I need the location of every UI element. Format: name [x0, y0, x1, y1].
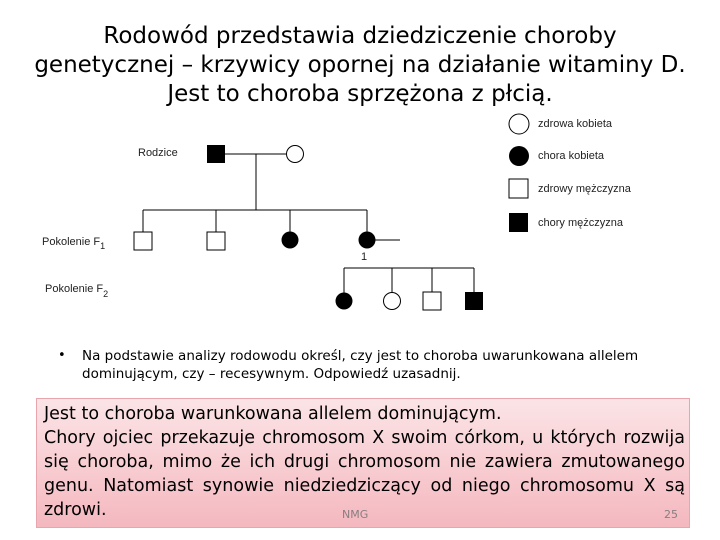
f2-affected-daughter [336, 293, 353, 310]
legend-healthy-male-label: zdrowy mężczyzna [538, 183, 631, 195]
individual-number: 1 [361, 251, 368, 263]
legend-affected-male-symbol [509, 213, 528, 232]
f2-affected-son [465, 292, 483, 310]
f1-healthy-son-2 [207, 232, 225, 250]
father-affected-male [207, 145, 225, 163]
f1-affected-daughter-1 [282, 232, 299, 249]
footer-page-number: 25 [664, 508, 678, 521]
legend-healthy-male-symbol [509, 179, 528, 198]
title-line-1: Rodowód przedstawia dziedziczenie choroby [103, 23, 617, 49]
parents-row-label: Rodzice [138, 147, 178, 159]
question-text: Na podstawie analizy rodowodu określ, czy jest to choroba uwarunkowana allelem dominującym, czy – recesywnym. Odpowiedź uzasadnij. [82, 348, 639, 382]
legend-affected-male-label: chory mężczyzna [538, 217, 623, 229]
f2-row-label: Pokolenie $F_2$ [45, 283, 109, 299]
title-line-2: genetycznej – krzywicy opornej na działanie witaminy D. [34, 52, 686, 78]
answer-text [44, 402, 685, 522]
f1-row-label: Pokolenie $F_1$ [42, 236, 106, 251]
legend-affected-female-symbol [509, 146, 529, 166]
legend-healthy-female-symbol [509, 114, 529, 134]
answer-line-2: Chory ojciec przekazuje chromosom X swoim córkom, u których rozwija się choroba, mimo że ich drugi chromosom nie zawiera zmutowanego genu. Natomiast synowie niedziedziczący od niego chromosomu X są zdrowi. [44, 428, 685, 520]
legend-healthy-female-label: zdrowa kobieta [538, 118, 612, 130]
legend-affected-female-label: chora kobieta [538, 150, 605, 162]
f2-healthy-daughter [384, 293, 401, 310]
answer-line-1: Jest to choroba warunkowana allelem dominującym. [44, 404, 502, 424]
f1-healthy-son-1 [134, 232, 152, 250]
f2-healthy-son [423, 292, 441, 310]
title-line-3: Jest to choroba sprzężona z płcią. [167, 81, 553, 107]
f1-affected-daughter-2 [359, 232, 376, 249]
mother-healthy-female [287, 146, 304, 163]
footer-author: NMG [342, 508, 369, 521]
question-bullet: • [58, 348, 66, 363]
